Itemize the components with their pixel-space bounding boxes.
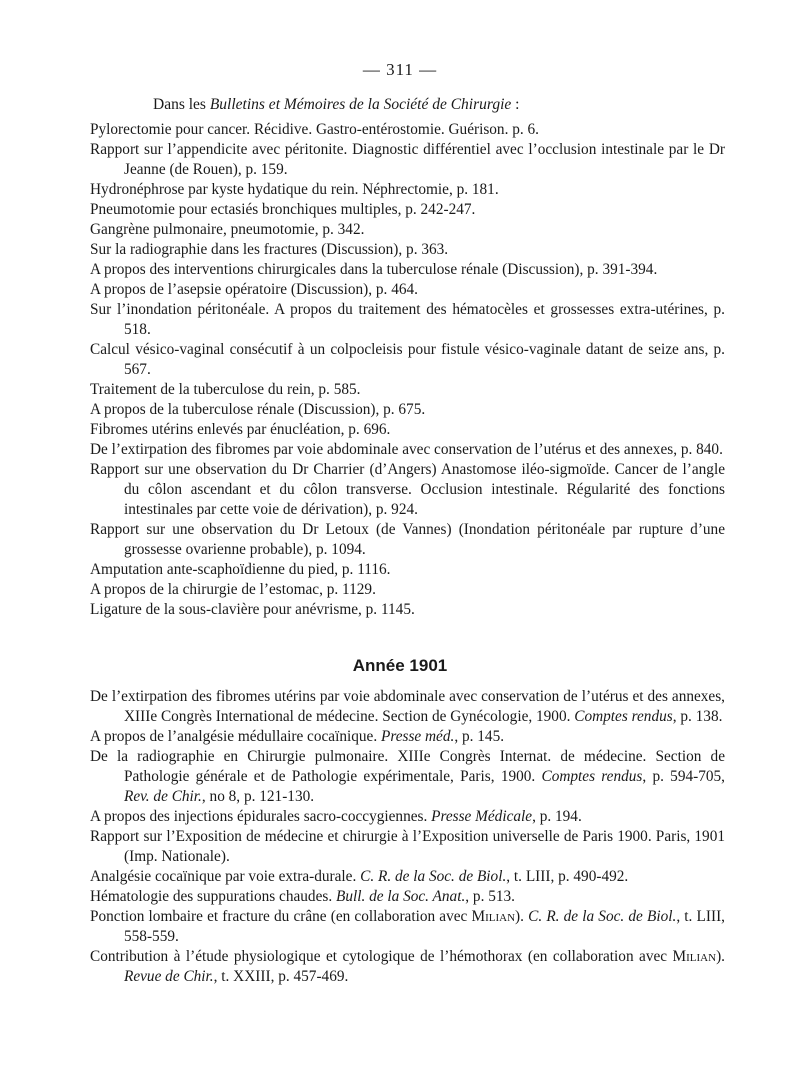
intro-journal: Bulletins et Mémoires de la Société de Chirurgie [209,96,512,113]
entry-text: ). [716,948,725,965]
bibliography-entry: A propos de la chirurgie de l’estomac, p. 1129. [90,581,376,598]
entry-journal: Bull. de la Soc. Anat. [335,888,466,905]
bibliography-entry [90,947,725,987]
intro-suffix: : [511,96,520,113]
bibliography-entry: Rapport sur l’appendicite avec péritonite. Diagnostic différentiel avec l’occlusion intestinale par le Dr Jeanne (de Rouen), p. 159. [90,141,725,178]
entry-text: , p. 594-705, [642,768,725,785]
entry-journal: C. R. de la Soc. de Biol. [528,908,677,925]
bibliography-entry: Rapport sur une observation du Dr Letoux (de Vannes) (Inondation péritonéale par rupture d’une grossesse ovarienne probable), p. 1094. [90,521,725,558]
entry-journal: Comptes rendus [541,768,643,785]
entry-text: ). [515,908,529,925]
bibliography-entry: De l’extirpation des fibromes par voie abdominale avec conservation de l’utérus et des annexes, p. 840. [90,441,723,458]
entry-text: , p. 145. [454,728,505,745]
bibliography-entry: Calcul vésico-vaginal consécutif à un colpocleisis pour fistule vésico-vaginale datant de seize ans, p. 567. [90,341,725,378]
bibliography-entry: Hydronéphrose par kyste hydatique du rein. Néphrectomie, p. 181. [90,181,499,198]
bibliography-entry [90,907,725,947]
bibliography-entry: A propos de l’asepsie opératoire (Discussion), p. 464. [90,281,418,298]
bibliography-entry: Pneumotomie pour ectasiés bronchiques multiples, p. 242-247. [90,201,476,218]
entry-text: De l’extirpation des fibromes utérins par voie abdominale avec conservation de l’utérus et des annexes, XIIIe Congrès International de médecine. Section de Gynécologie, 1900. [90,688,725,725]
bibliography-entry: A propos des interventions chirurgicales dans la tuberculose rénale (Discussion), p. 391-394. [90,261,658,278]
page-number: — 311 — [362,60,438,79]
bibliography-entry [90,747,725,807]
bibliography-entry [90,807,725,827]
entry-text: , no 8, p. 121-130. [201,788,315,805]
entry-text: , t. XXIII, p. 457-469. [213,968,349,985]
section-heading-1901: Année 1901 [352,656,448,675]
entry-text: A propos des injections épidurales sacro-coccygiennes. [90,808,432,825]
entry-journal: Comptes rendus [574,708,673,725]
bibliography-entry: Sur la radiographie dans les fractures (Discussion), p. 363. [90,241,449,258]
entry-text: , t. LIII, 558-559. [124,908,725,945]
bibliography-entry: Amputation ante-scaphoïdienne du pied, p. 1116. [90,561,391,578]
entry-text: , p. 513. [465,888,515,905]
entry-author: Milian [471,908,516,925]
entry-journal: Presse Médicale [431,808,533,825]
bibliography-list-1900 [90,120,725,620]
intro-line [153,96,519,114]
entry-text: A propos de l’analgésie médullaire cocaïnique. [90,728,381,745]
bibliography-entry: Traitement de la tuberculose du rein, p. 585. [90,381,361,398]
bibliography-entry: Sur l’inondation péritonéale. A propos du traitement des hématocèles et grossesses extra-utérines, p. 518. [90,301,725,338]
bibliography-entry: Ligature de la sous-clavière pour anévrisme, p. 1145. [90,601,415,618]
entry-author: Milian [672,948,717,965]
bibliography-list-1901 [90,687,725,987]
entry-text: , t. LIII, p. 490-492. [506,868,629,885]
bibliography-entry [90,827,725,867]
entry-text: , p. 138. [672,708,723,725]
entry-text: , p. 194. [532,808,582,825]
bibliography-entry [90,727,725,747]
entry-text: Ponction lombaire et fracture du crâne (en collaboration avec [90,908,472,925]
intro-prefix: Dans les [153,96,210,113]
bibliography-entry: Pylorectomie pour cancer. Récidive. Gastro-entérostomie. Guérison. p. 6. [90,121,540,138]
bibliography-entry: Rapport sur une observation du Dr Charrier (d’Angers) Anastomose iléo-sigmoïde. Cancer de l’angle du côlon ascendant et du côlon transverse. Occlusion intestinale. Régularité des fonctions intestinales par cette voie de dérivation), p. 924. [90,461,725,518]
entry-text: Analgésie cocaïnique par voie extra-durale. [90,868,361,885]
bibliography-entry [90,867,725,887]
bibliography-entry: Fibromes utérins enlevés par énucléation, p. 696. [90,421,391,438]
entry-text: Rapport sur l’Exposition de médecine et chirurgie à l’Exposition universelle de Paris 1900. Paris, 1901 (Imp. Nationale). [90,828,725,865]
entry-journal: Presse méd. [380,728,455,745]
entry-text: De la radiographie en Chirurgie pulmonaire. XIIIe Congrès Internat. de médecine. Section de Pathologie générale et de Pathologie expérimentale, Paris, 1900. [90,748,725,785]
entry-journal: C. R. de la Soc. de Biol. [360,868,507,885]
entry-text: Contribution à l’étude physiologique et cytologique de l’hémothorax (en collaboration avec [90,948,673,965]
bibliography-entry: A propos de la tuberculose rénale (Discussion), p. 675. [90,401,426,418]
entry-text: Hématologie des suppurations chaudes. [90,888,336,905]
bibliography-entry: Gangrène pulmonaire, pneumotomie, p. 342. [90,221,365,238]
entry-journal: Revue de Chir. [124,968,214,985]
bibliography-entry [90,687,725,727]
bibliography-entry [90,887,725,907]
entry-journal: Rev. de Chir. [124,788,202,805]
